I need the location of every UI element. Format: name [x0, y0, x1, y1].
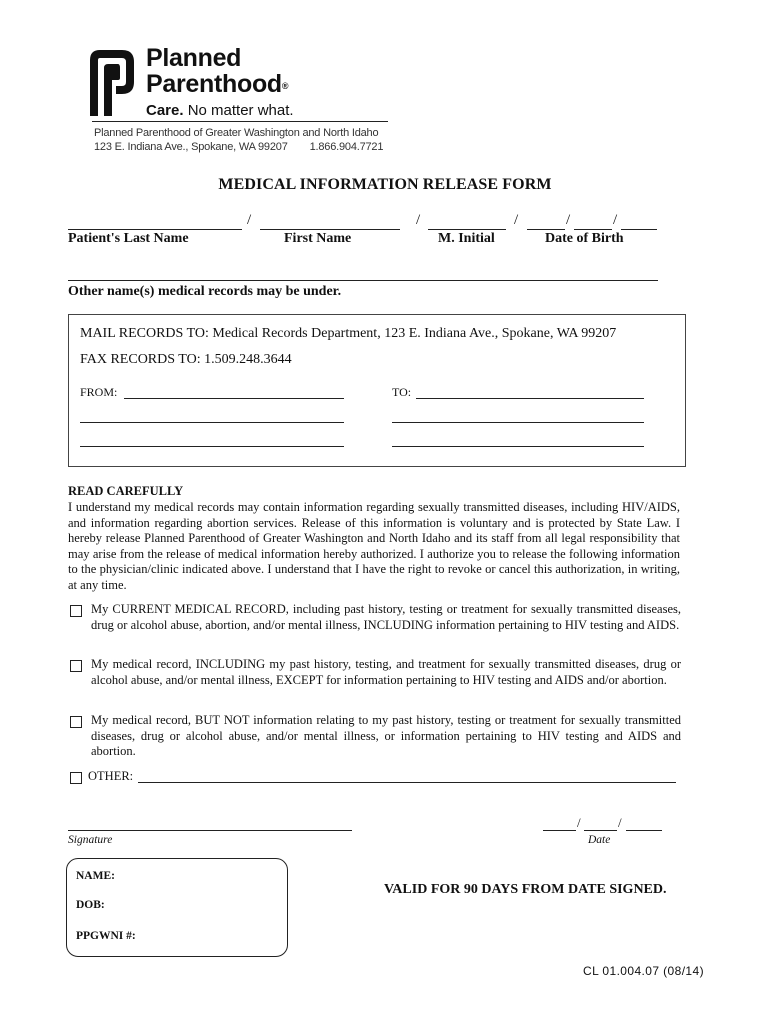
fax-records-to: FAX RECORDS TO: 1.509.248.3644: [80, 352, 292, 367]
other-field[interactable]: [138, 782, 676, 783]
separator-slash: /: [514, 212, 519, 228]
middle-initial-label: M. Initial: [438, 231, 495, 246]
date-year-field[interactable]: [626, 830, 662, 831]
form-title: MEDICAL INFORMATION RELEASE FORM: [218, 176, 552, 193]
option-1-checkbox[interactable]: [70, 605, 82, 617]
separator-slash: /: [618, 815, 622, 830]
brand-name-line1: Planned: [146, 44, 242, 72]
to-label: TO:: [392, 385, 412, 399]
form-code: CL 01.004.07 (08/14): [583, 964, 704, 978]
from-label: FROM:: [80, 385, 118, 399]
option-2-checkbox[interactable]: [70, 660, 82, 672]
separator-slash: /: [416, 212, 421, 228]
from-field-line2[interactable]: [80, 422, 344, 423]
header-divider: [92, 121, 388, 122]
id-ppgwni-label: PPGWNI #:: [76, 930, 136, 942]
other-checkbox[interactable]: [70, 772, 82, 784]
id-dob-label: DOB:: [76, 899, 105, 911]
brand-name-line2: [146, 71, 288, 97]
last-name-field[interactable]: [68, 229, 242, 230]
last-name-label: Patient's Last Name: [68, 231, 189, 246]
registered-mark: ®: [281, 81, 289, 91]
tagline: [146, 102, 294, 119]
date-of-birth-label: Date of Birth: [545, 231, 624, 246]
id-name-label: NAME:: [76, 870, 115, 882]
separator-slash: /: [566, 212, 571, 228]
organization-phone: 1.866.904.7721: [309, 141, 384, 153]
organization-address: 123 E. Indiana Ave., Spokane, WA 99207: [94, 141, 288, 153]
to-field-line1[interactable]: [416, 398, 644, 399]
date-label: Date: [588, 834, 611, 846]
separator-slash: /: [577, 815, 581, 830]
first-name-label: First Name: [284, 231, 352, 246]
organization-name: Planned Parenthood of Greater Washington and North Idaho: [94, 127, 379, 139]
tagline-bold: Care.: [146, 102, 184, 119]
to-field-line3[interactable]: [392, 446, 644, 447]
organization-contact: [94, 141, 383, 153]
separator-slash: /: [613, 212, 618, 228]
first-name-field[interactable]: [260, 229, 400, 230]
option-3-checkbox[interactable]: [70, 716, 82, 728]
option-2-text: My medical record, INCLUDING my past history, testing, and treatment for sexually transmitted diseases, drug or alcohol abuse, and/or mental illness, EXCEPT for information pertaining to HIV testing and AIDS and/or abortion.: [91, 657, 681, 687]
separator-slash: /: [247, 212, 252, 228]
read-carefully-heading: READ CAREFULLY: [68, 484, 184, 498]
to-field-line2[interactable]: [392, 422, 644, 423]
mail-records-to: MAIL RECORDS TO: Medical Records Department, 123 E. Indiana Ave., Spokane, WA 99207: [80, 326, 617, 341]
option-3-text: My medical record, BUT NOT information relating to my past history, testing or treatment for sexually transmitted diseases, drug or alcohol abuse, and/or mental illness, or information pertaining to HIV testing and AIDS and abortion.: [91, 713, 681, 759]
date-day-field[interactable]: [584, 830, 617, 831]
other-names-field[interactable]: [68, 280, 658, 281]
validity-note: VALID FOR 90 DAYS FROM DATE SIGNED.: [384, 882, 667, 897]
tagline-rest: No matter what.: [183, 102, 294, 119]
other-names-label: Other name(s) medical records may be under.: [68, 284, 342, 299]
dob-year-field[interactable]: [621, 229, 657, 230]
dob-day-field[interactable]: [574, 229, 612, 230]
middle-initial-field[interactable]: [428, 229, 506, 230]
other-label: OTHER:: [88, 769, 134, 783]
signature-field[interactable]: [68, 830, 352, 831]
dob-month-field[interactable]: [527, 229, 565, 230]
from-field-line1[interactable]: [124, 398, 344, 399]
option-1-text: My CURRENT MEDICAL RECORD, including past history, testing or treatment for sexually transmitted diseases, drug or alcohol abuse, abortion, and/or mental illness, INCLUDING information pertaining to HIV testing and AIDS.: [91, 602, 681, 632]
planned-parenthood-logo-icon: [86, 46, 138, 116]
date-month-field[interactable]: [543, 830, 576, 831]
signature-label: Signature: [68, 834, 113, 846]
consent-paragraph: I understand my medical records may contain information regarding sexually transmitted diseases, including HIV/AIDS, and information regarding abortion services. Release of this information is voluntary and is protected by State Law. I hereby release Planned Parenthood of Greater Washington and North Idaho and its staff from all legal responsibility that may arise from the release of medical information hereby authorized. I authorize you to release the following information to the physician/clinic indicated above. I understand that I have the right to revoke or cancel this authorization, in writing, at any time.: [68, 500, 680, 592]
brand-name-text: Parenthood: [146, 70, 282, 98]
from-field-line3[interactable]: [80, 446, 344, 447]
